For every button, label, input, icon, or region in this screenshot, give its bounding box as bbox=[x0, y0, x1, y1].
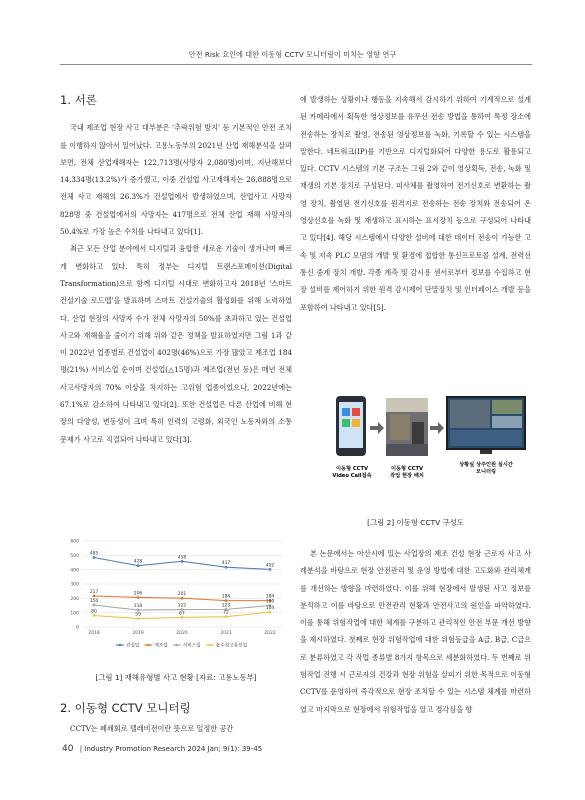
page-number: 40 bbox=[62, 744, 74, 754]
monitor-icon bbox=[446, 396, 526, 454]
y-tick-label: 400 bbox=[70, 568, 79, 574]
data-point bbox=[225, 599, 228, 602]
left-paragraph: 국내 제조업 현장 사고 대부분은 '추락위험 방지' 등 기본적인 안전 조치를 이행하지 않아서 일어났다. 고용노동부의 2021년 산업 재해분석을 살펴보면, 전체 산업재해자는 122,713명(사망자 2,080명)이며, 지난해보다 14,334명(13.2%)가 증가했고, 이중 건설업 사고재해자는 26,888명으로 전체 사고 재해의 26.3%가 건설업에서 발생하였으며, 산업사고 사망자 828명 중 건설업에서의 사망자는 417명으로 전체 산업 재해 사망자의 50.4%로 가장 높은 수치를 나타내고 있다[1]. bbox=[60, 123, 292, 237]
legend-marker bbox=[209, 644, 212, 647]
y-tick-label: 300 bbox=[70, 582, 79, 588]
data-label: 184 bbox=[221, 594, 231, 600]
data-point bbox=[93, 594, 96, 597]
data-label: 485 bbox=[89, 551, 99, 557]
data-label: 118 bbox=[133, 604, 143, 610]
x-tick-label: 2021 bbox=[220, 631, 232, 636]
y-tick-label: 200 bbox=[70, 596, 79, 602]
x-tick-label: 2019 bbox=[132, 631, 144, 636]
data-label: 201 bbox=[177, 592, 187, 598]
legend-marker bbox=[147, 644, 150, 647]
y-tick-label: 100 bbox=[70, 611, 79, 617]
figure2-diagram bbox=[330, 392, 530, 498]
figure2-label: 모니터링 bbox=[475, 469, 497, 475]
data-point bbox=[225, 615, 228, 618]
data-label: 217 bbox=[89, 589, 99, 595]
data-point bbox=[181, 616, 184, 619]
header-rule bbox=[60, 64, 532, 65]
running-head: 안전 Risk 요인에 대한 이동형 CCTV 모니터링이 미치는 영향 연구 bbox=[188, 50, 397, 59]
y-tick-label: 600 bbox=[70, 539, 79, 545]
figure1-caption: [그림 1] 재해유형별 사고 현황 [자료: 고용노동부] bbox=[95, 673, 257, 682]
data-point bbox=[269, 611, 272, 614]
data-label: 59 bbox=[135, 612, 141, 618]
figure2-label: 작업 현장 배치 bbox=[390, 473, 424, 479]
data-label: 428 bbox=[133, 559, 143, 565]
data-label: 184 bbox=[265, 594, 275, 600]
arrow-right-icon bbox=[430, 422, 444, 434]
figure2-caption: [그림 2] 이동형 CCTV 구성도 bbox=[367, 518, 464, 527]
legend-marker bbox=[119, 644, 122, 647]
figure1-line-chart bbox=[60, 535, 292, 655]
x-tick-label: 2018 bbox=[88, 631, 100, 636]
y-tick-label: 0 bbox=[76, 625, 79, 631]
phone-icon bbox=[336, 396, 366, 456]
worksite-photo bbox=[386, 398, 428, 456]
right-paragraph: 본 논문에서는 아산시에 있는 사업장의 제조 건설 현장 근로자 사고 사례분석을 바탕으로 현장 안전관리 및 운영 방법에 대한 고도화와 관리체계를 개선하는 방향을 마련하였다. 이를 위해 현장에서 발생된 사고 정보를 분석하고 이를 바탕으로 안전관리 현황과 안전사고의 원인을 파악하였다. 이를 통해 위험작업에 대한 체계를 구분하고 관리적인 안전 부문 개선 방향을 제시하였다. 첫째로 현장 위험작업에 대한 위험등급을 A급, B급, C급으로 분류하였고 각 작업 종류별 8가지 항목으로 세분화하였다. 두 번째로 위험작업 진행 시 근로자의 건강과 현장 위험을 살피기 위한 목적으로 이동형 CCTV를 운영하여 즉각적으로 현장 조치할 수 있는 시스템 체계를 마련하였고 마지막으로 현장에서 위험작업을 알고 경각심을 향 bbox=[300, 549, 531, 714]
right-paragraph: 에 발생하는 상황이나 행동을 지속해서 감시하기 위하여 기계적으로 설계된 카메라에서 획득한 영상정보를 유무선 전송 방법을 통하여 특정 장소에 전송하는 장치로 촬영, 전송된 영상정보를 녹화, 기록할 수 있는 시스템을 말한다. 네트워크(IP)를 기반으로 디지털화되어 다양한 용도로 활용되고 있다. CCTV 시스템의 기본 구조는 그림 2와 같이 영상획득, 전송, 녹화 및 재생의 기본 장치로 구성된다. 피사체를 촬영하여 전기신호로 변환하는 촬영 장치, 촬영된 전기신호를 원격지로 전송하는 전송 장치와 전송되어 온 영상신호를 녹화 및 재생하고 표시하는 표시장치 등으로 구성되어 나타내고 있다[4]. 해당 시스템에서 다양한 설비에 대한 데이터 전송이 가능한 고속 및 저속 PLC 모뎀의 개발 및 환경에 접합한 통신프로토콜 설계, 전력선 통신 중계 장치 개발. 각종 계측 및 감시용 센서로부터 정보를 수집하고 현장 설비를 제어하기 위한 원격 감시제어 단말장치 및 인터페이스 개발 등을 포함하여 나타내고 있다[5]. bbox=[300, 95, 531, 312]
data-label: 417 bbox=[221, 561, 231, 567]
data-point bbox=[269, 568, 272, 571]
data-label: 104 bbox=[265, 606, 275, 612]
arrow-right-icon bbox=[370, 422, 384, 434]
section2-title: 2. 이동형 CCTV 모니터링 bbox=[60, 701, 191, 715]
y-tick-label: 500 bbox=[70, 553, 79, 559]
legend-label: 제조업 bbox=[154, 643, 168, 649]
right-column-lower bbox=[300, 545, 531, 718]
data-label: 154 bbox=[89, 598, 99, 604]
x-tick-label: 2022 bbox=[264, 631, 276, 636]
figure2-label: 이동형 CCTV bbox=[335, 466, 369, 472]
data-point bbox=[137, 564, 140, 567]
data-label: 80 bbox=[91, 609, 97, 615]
data-point bbox=[225, 566, 228, 569]
legend-label: 운수창고통신업 bbox=[216, 643, 248, 649]
data-label: 72 bbox=[223, 610, 229, 616]
figure2-label: 이동형 CCTV bbox=[390, 466, 424, 472]
legend-label: 서비스업 bbox=[182, 643, 201, 649]
footer-journal: Industry Promotion Research 2024 Jan; 9(1): 39-45 bbox=[84, 745, 263, 753]
data-point bbox=[93, 556, 96, 559]
left-last-line: CCTV는 폐쇄회로 텔레비전이란 뜻으로 일정한 공간 bbox=[70, 724, 234, 733]
x-tick-label: 2020 bbox=[176, 631, 188, 636]
data-label: 122 bbox=[177, 603, 187, 609]
data-label: 402 bbox=[265, 563, 275, 569]
data-point bbox=[181, 560, 184, 563]
data-label: 206 bbox=[133, 591, 143, 597]
left-column bbox=[60, 92, 292, 448]
right-column bbox=[300, 91, 531, 316]
data-point bbox=[181, 597, 184, 600]
page-footer bbox=[62, 744, 262, 754]
data-point bbox=[137, 596, 140, 599]
data-point bbox=[93, 614, 96, 617]
footer-separator: | bbox=[79, 745, 83, 753]
data-label: 150 bbox=[265, 599, 275, 605]
legend-label: 건설업 bbox=[126, 643, 140, 649]
data-label: 458 bbox=[177, 555, 187, 561]
figure2-label: 상황실 상주인원 실시간 bbox=[459, 462, 513, 468]
data-point bbox=[137, 617, 140, 620]
figure2-label: Video Call접속 bbox=[332, 473, 372, 479]
data-label: 67 bbox=[179, 611, 185, 617]
left-paragraph: 최근 모든 산업 분야에서 디지털과 융합한 새로운 기술이 생겨나며 빠르게 변화하고 있다. 특히 정부는 디지털 트랜스포메이션(Digital Transformation)으로 함께 디지털 시대로 변화하고자 2018년 '스마트 건설기술 로드맵'을 발표하며 스마트 건설기술의 활성화를 위해 노력하였다. 산업 현장의 사망자 수가 전체 사망자의 50%를 초과하고 있는 건설업 사고와 재해율을 줄이기 위해 위와 같은 정책을 발표하였지만 그림 1과 같이 2022년 업종별로 건설업이 402명(46%)으로 가장 많았고 제조업 184명(21%) 서비스업 순이며 건설업(△15명)과 제조업(전년 동)은 매년 전체 사고사망자의 70% 이상을 차지하는 고위험 업종이었으나, 2022년에는 67.1%로 감소하여 나타내고 있다[2]. 또한 건설업은 다른 산업에 비해 현장의 다양성, 변동성이 크며 특히 인력의 고령화, 외국인 노동자와의 소통 문제가 사고로 직결되어 나타내고 있다[3]. bbox=[60, 244, 292, 444]
section1-title: 1. 서론 bbox=[60, 93, 97, 107]
legend-marker bbox=[176, 644, 179, 647]
data-point bbox=[137, 609, 140, 612]
data-label: 123 bbox=[221, 603, 231, 609]
data-point bbox=[93, 604, 96, 607]
